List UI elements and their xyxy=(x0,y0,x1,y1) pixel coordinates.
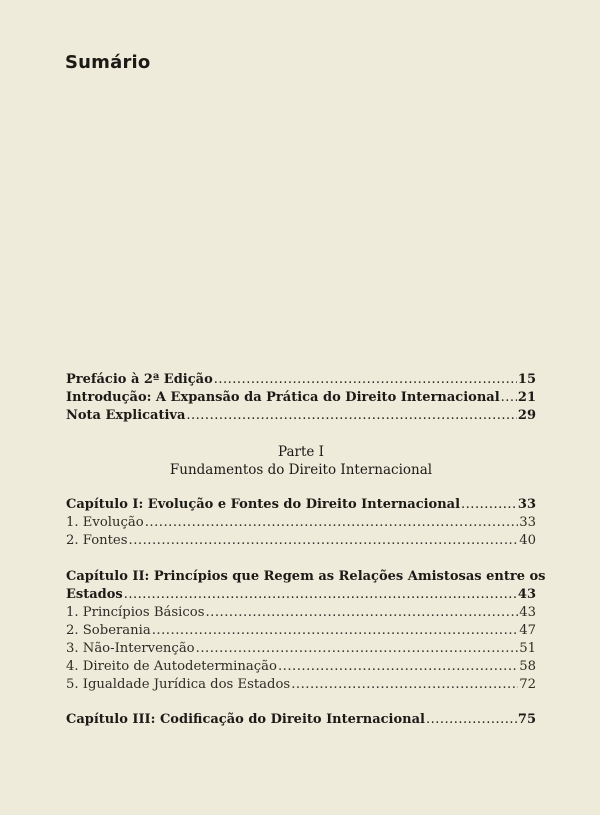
toc-entry-page: 72 xyxy=(519,677,536,692)
toc-entry-page: 58 xyxy=(519,659,536,674)
toc-entry-label: Nota Explicativa xyxy=(66,408,186,423)
toc-entry-label: 1. Evolução xyxy=(66,515,144,530)
dot-leader xyxy=(205,604,518,622)
toc-entry-label: Introdução: A Expansão da Prática do Direito Internacional xyxy=(66,390,500,405)
toc-entry-label: Capítulo I: Evolução e Fontes do Direito Internacional xyxy=(66,497,461,512)
toc-entry-page: 21 xyxy=(517,390,536,405)
dot-leader xyxy=(278,658,518,676)
toc-entry-page: 43 xyxy=(519,605,536,620)
part-title: Parte I xyxy=(277,444,325,460)
toc-entry-label: Estados xyxy=(66,587,123,602)
toc-chapter-3 xyxy=(66,711,536,729)
toc-entry-page: 33 xyxy=(517,497,536,512)
toc-entry-introduction xyxy=(66,389,536,407)
dot-leader xyxy=(214,371,517,389)
toc-entry-page: 47 xyxy=(519,623,536,638)
toc-entry-page: 75 xyxy=(517,712,536,727)
part-subtitle: Fundamentos do Direito Internacional xyxy=(169,462,433,478)
dot-leader xyxy=(501,389,517,407)
toc-entry-page: 33 xyxy=(519,515,536,530)
page-title: Sumário xyxy=(65,52,151,73)
toc-section xyxy=(66,514,536,532)
toc-entry-note xyxy=(66,407,536,425)
dot-leader xyxy=(124,586,517,604)
toc-section xyxy=(66,604,536,622)
toc-section xyxy=(66,622,536,640)
toc-entry-page: 51 xyxy=(519,641,536,656)
toc-entry-label: 3. Não-Intervenção xyxy=(66,641,195,656)
toc-entry-label: Prefácio à 2ª Edição xyxy=(66,372,213,387)
toc-entry-label: 4. Direito de Autodeterminação xyxy=(66,659,277,674)
dot-leader xyxy=(152,622,518,640)
toc-entry-label: 2. Soberania xyxy=(66,623,151,638)
toc-entry-page: 29 xyxy=(517,408,536,423)
toc-chapter-2 xyxy=(66,586,536,604)
toc-entry-label: 2. Fontes xyxy=(66,533,128,548)
dot-leader xyxy=(291,676,518,694)
toc-entry-page: 43 xyxy=(517,587,536,602)
toc-section xyxy=(66,676,536,694)
dot-leader xyxy=(186,407,517,425)
toc-entry-preface xyxy=(66,371,536,389)
toc-chapter-1 xyxy=(66,496,536,514)
dot-leader xyxy=(196,640,519,658)
toc-entry-page: 15 xyxy=(517,372,536,387)
dot-leader xyxy=(461,496,517,514)
toc-section xyxy=(66,532,536,550)
toc-entry-label: 5. Igualdade Jurídica dos Estados xyxy=(66,677,291,692)
dot-leader xyxy=(145,514,519,532)
toc-chapter-2-line1: Capítulo II: Princípios que Regem as Relações Amistosas entre os xyxy=(66,569,546,584)
toc-entry-page: 40 xyxy=(519,533,536,548)
toc-section xyxy=(66,640,536,658)
toc-entry-label: 1. Princípios Básicos xyxy=(66,605,205,620)
dot-leader xyxy=(426,711,517,729)
toc-section xyxy=(66,658,536,676)
toc-entry-label: Capítulo III: Codificação do Direito Internacional xyxy=(66,712,425,727)
dot-leader xyxy=(129,532,519,550)
